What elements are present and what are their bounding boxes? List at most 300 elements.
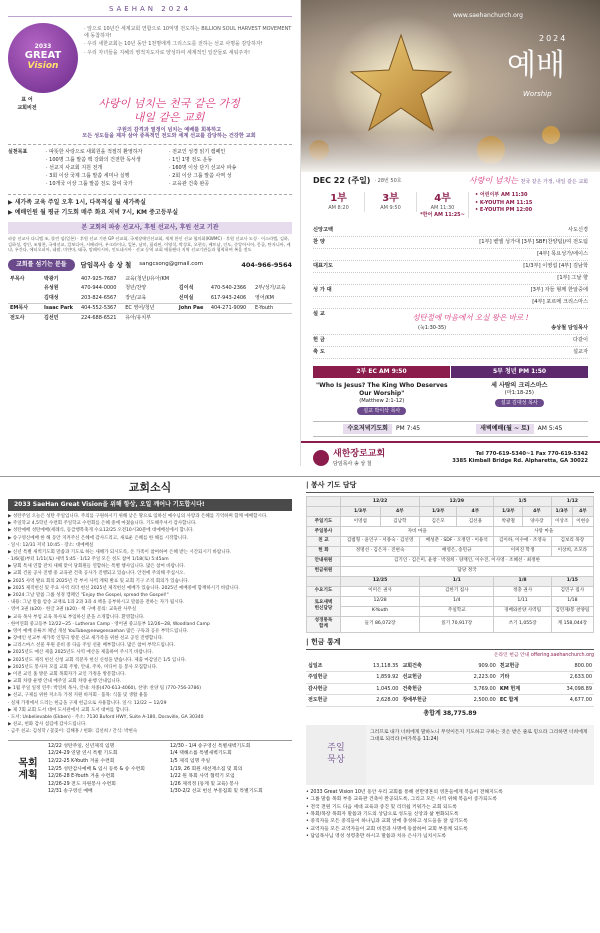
sermon-title: 성탄절에 마음에서 오실 왕은 바로 !: [412, 313, 529, 323]
duty-corner: [307, 507, 341, 517]
staff-phone: 404-271-9090: [209, 303, 253, 313]
practice-item: · 1인 1명 전도 운동: [169, 157, 213, 164]
prayer-topic: • 2033 Great Vision 10년 동안 우리 교회를 통해 천만영혼의 영혼들에게 복음이 전해지도록: [306, 789, 503, 795]
wed-date: 1/1: [420, 576, 494, 586]
date-motto-sub: 천국 같은 가정, 내일 같은 교회: [520, 179, 588, 185]
duty-subhead: 1/3부: [420, 507, 457, 517]
duty-cell: 정명선 · 김은자 · 진현숙: [341, 546, 420, 556]
staff-row: [8, 313, 292, 323]
practice-item: · 선교지 사교회 지원 전개: [46, 165, 103, 172]
duty-subhead: 1/3부: [494, 507, 523, 517]
finance-total: 총합계 38,775.89: [423, 709, 477, 717]
ec-sermon-ref: (Matthew 2:1-12): [359, 397, 405, 404]
news-item: ▶ 장애인 선교부 새가족 인형극 방문 선교 새가족을 위한 선교 공연 진행합니다.: [8, 636, 164, 642]
badge-year: 2033: [34, 43, 52, 51]
staff-role: [8, 293, 42, 303]
vision-point: · 앞으로 10년간 세계교회 연합으로 10억명 전도하는 BILLION SOUL HARVEST MOVEMENT에 동참하자!: [84, 26, 292, 39]
service-time: AM 9:50: [380, 205, 401, 212]
order-key: 헌 금: [313, 337, 325, 344]
order-value: 사도신경: [567, 226, 588, 233]
duty-row: [307, 527, 594, 537]
church-name: 새한장로교회: [333, 448, 386, 459]
motto-main: [46, 97, 292, 140]
order-key: 축 도: [313, 349, 325, 356]
attend-cell: 쓰기 1,055장: [494, 616, 551, 632]
duty-cell: 배영은, 송민규: [420, 546, 494, 556]
staff-phone: 203-824-6567: [81, 294, 117, 301]
duty-cell: 양사장: [523, 517, 552, 527]
online-offering-link[interactable]: 온라인 헌금 안내 offering.saehanchurch.org: [493, 652, 594, 658]
prayer-meeting-line: ▶ 예배인원 월 평균 기도회 매주 화요 저녁 7시, KM 중고등부실: [8, 209, 179, 217]
duty-corner: [307, 497, 341, 507]
service-1: [313, 192, 365, 212]
order-key: [313, 251, 353, 258]
mission-header: 본 교회의 파송 선교사, 후원 선교사, 후원 선교 기관: [8, 222, 292, 234]
plan-item: 1/30-2/2 선교 헌신 부흥집회 및 특별기도회: [170, 789, 263, 795]
staff-dept: E-Youth: [253, 303, 292, 313]
news-item: ▶ 친교, 헌화 감사 섬김에 감사드립니다.: [8, 722, 87, 728]
plan-item: 12/31 송구영신 예배: [48, 789, 93, 795]
brand-header: SAEHAN 2024: [8, 5, 292, 17]
news-item: ▶ 성탄주일 오늘은 성탄 주일입니다. 주의를 구원하시기 위해 낮은 땅으로 임하신 예수님의 사랑과 은혜를 기억하며 함께 예배합시다.: [8, 514, 268, 520]
sermon-reference: (눅1:30-35): [417, 325, 447, 332]
duty-row: [307, 566, 594, 576]
staff-row: [8, 275, 292, 284]
finance-key: 건축헌금: [400, 683, 450, 695]
finance-key: 선교헌금: [400, 672, 450, 684]
preacher: 송상철 담임목사: [551, 325, 588, 332]
finance-key: 십일조: [306, 661, 348, 672]
pastor-email[interactable]: sangcsong@gmail.com: [139, 261, 204, 268]
duty-row: [307, 546, 594, 556]
church-footer: [301, 441, 600, 466]
service-name: 3부: [382, 193, 399, 205]
news-item: · 금주 친교: 김성학 / 꽃꽂이: 김해홍 / 헌화: 김선희 / 간식: 박현숙: [8, 729, 138, 735]
ec-sermon: [313, 382, 451, 415]
ministry-plan-label: 목회 계획: [18, 758, 38, 782]
news-item: · 1/6(월)부터 1/11(토) 새벽 5:45 · 1/12 주일 모든 성도 참여 1/18(토) 5:45am: [8, 557, 169, 563]
news-item: ▶ 성탄예배 성탄예배(세례식, 등급행복축게 수요12/25 오전10시30분에 대예배실에서 합니다.: [8, 528, 194, 534]
duty-cell: 김범형 · 윤인구 · 서종숙 · 김선영: [341, 536, 420, 546]
news-item: · 한어연회 중고등부 12/22~25 · Lutheran Camp · 영어권 중고등부 12/26~28, Woodland Camp: [8, 621, 210, 627]
prayer-topic: • 전국 전원 기도 다음 세대 교육과 증진 및 리더쉽 키워가는 교회 되도록: [306, 804, 457, 810]
early-date: 1/4: [420, 596, 494, 606]
young-adult-sermon-ref: (마1:18-25): [504, 389, 534, 396]
service-times: [301, 190, 600, 220]
order-key: [313, 299, 353, 306]
other-services-bar: [313, 366, 588, 378]
duty-cell: 주일학교: [420, 606, 494, 616]
practice-label: 실천목표: [8, 149, 28, 156]
order-value: [4부] 목요성가/에이스: [537, 250, 588, 257]
staff-row: [8, 293, 292, 303]
practice-item: · 2회 이상 그룹 말씀 사역 성: [169, 173, 232, 180]
duty-date: 12/22: [341, 497, 420, 507]
duty-subhead-row: [307, 507, 594, 517]
news-item: ▶ 2025년도 봉사자 모집 교회 주방, 안내, 주차, 미디어 등 봉사 모집합니다.: [8, 664, 158, 670]
duty-date: 1/12: [551, 497, 593, 507]
finance-table: [306, 661, 594, 707]
duty-cell: 이상희, 조모라: [551, 546, 593, 556]
order-key: 찬 양: [313, 238, 325, 245]
news-panel: [0, 476, 300, 933]
plan-item: 1/19, 26 회원 세선재소집 및 회의: [170, 766, 243, 772]
duty-cell: K-Youth: [341, 606, 420, 616]
duty-label: 친 교: [307, 536, 341, 546]
duty-cell: 사랑 마을: [494, 527, 594, 537]
wednesday-prayer: [313, 421, 451, 437]
plan-item: 12/22 성탄주일, 신년제직 임명: [48, 743, 115, 749]
news-item: · 도서: Unbelievable (Ekben) · 주소: 7130 Buford HWY, Suite A-180, Doraville, GA 30340: [8, 714, 204, 720]
news-title: 교회소식: [128, 481, 172, 494]
finance-value: 13,118.35: [348, 661, 401, 672]
practice-item: · 전교인 성경 읽기 캠페인: [169, 149, 226, 156]
wednesday-label: 수요저녁기도회: [343, 424, 392, 434]
duty-cell: 김은모: [420, 517, 457, 527]
wed-row: [307, 586, 594, 596]
church-pastor: 담임목사 송 상 철: [333, 460, 372, 466]
order-value: 설교자: [572, 349, 588, 356]
snow-ground: [301, 132, 600, 172]
news-item: ▶ 당회 특새 연합 잔치 새해 맞이 당회원들 연합하는 특별 행사입니다. 많은 참여 바랍니다.: [8, 564, 186, 570]
finance-key: 전도헌금: [306, 695, 348, 707]
service-time: AM 8:20: [328, 205, 349, 212]
staff-dept: 청년/찬양: [125, 285, 147, 292]
duty-cell: 김민구 집사: [551, 586, 593, 596]
news-item: ▶ 주일학교 4,5학년 수련회 주일학교 수련회를 은혜 중에 마쳤습니다. 기도해주셔서 감사합니다.: [8, 521, 197, 527]
staff-name: John Pae: [177, 303, 209, 313]
practice-right: [169, 149, 292, 189]
staff-role: [8, 284, 42, 293]
order-value: [3부] 자들 형께 한알중에: [530, 287, 588, 294]
wed-date: 1/15: [551, 576, 593, 586]
verse-text: 그러므로 내가 너희에게 말하노니 무엇이든지 기도하고 구하는 것은 받은 줄로 믿으라 그리하면 너희에게 그대로 되리라 (마가복음 11:24): [366, 725, 594, 785]
staff-role: 전도사: [8, 313, 42, 323]
ministry-plan-right: [170, 744, 292, 797]
duty-cell: 이영섭: [341, 517, 381, 527]
sermon-row: [313, 309, 588, 335]
motto-script: 사랑이 넘치는 천국 같은 가정 내일 같은 교회: [98, 97, 240, 124]
duty-cell: 이상조: [551, 517, 572, 527]
duty-label: 주일기도: [307, 517, 341, 527]
finance-key: 장애부헌금: [400, 695, 450, 707]
duty-label: 헌 화: [307, 546, 341, 556]
hero-year: 2024: [539, 34, 568, 43]
duty-cell: 박광철: [494, 517, 523, 527]
order-key: 설 교: [313, 311, 325, 318]
duty-row: [307, 517, 594, 527]
finance-key: 친교헌금: [498, 661, 541, 672]
ministry-plan-left: [48, 744, 170, 797]
plan-item: 12/24-29 연말 연시 특별 기도회: [48, 751, 118, 757]
staff-name: 박광기: [44, 276, 59, 283]
mission-body: 파송 선교사 다니엘 조, 폴린 임(일본) · 후원 선교 기관 GP 선교회, 국제장애인선교회, 세계 한인 선교 협의회(KWMC) · 후원 선교사 도성 · 이스라엘, 김하, 김하성, 정인, 조영찬, 국제선교, 캄보디아, 시베리아, 우크라이나, 일본, 남미, 필리핀, 이영석, 박성호, 오현숙, 베트남, 인도, 중앙아시아, 몽골, 탄자니아, 케냐, 우간다, 에티오피아, 네팔, 미얀마, 태국, 말레이시아, 인도네시아 · 선교 동역 교회 애틀랜타 지역 선교기관들과 협력하여 복음 전도: [8, 235, 291, 253]
news-item: ▶ 선교, 구제를 위한 저소득 가정 지원 바자회 · 품목: 식품 및 생활 용품: [8, 693, 148, 699]
staff-name: 김선민: [42, 313, 79, 323]
duty-label: 성경통독 합계: [307, 616, 341, 632]
news-item: ▶ 영어 예배 유튜브 채널 개설 YouTube@newgensaehan 많은 구독과 공유 부탁드립니다.: [8, 628, 189, 634]
duty-cell: 경배와찬양 사역팀: [494, 606, 551, 616]
prayer-topic: • 담임목사님 영성 성령충만 하시고 말씀과 치유 은사가 넘치시도록: [306, 834, 447, 840]
newcomer-line: ▶ 새가족 교육 주일 오후 1시, 다목적실 월 세가족실: [8, 198, 146, 206]
duty-cell: 이현승: [572, 517, 593, 527]
motto-row: [8, 97, 292, 140]
service-time: AM 11:30: [430, 205, 455, 212]
news-item: ▶ 크리스마스 선물 후원 준비 중 다음 주일 선물 배부합니다. 많은 참여 부탁드립니다.: [8, 643, 175, 649]
news-item: · 실제 가정에서 드리는 헌금을 구제 헌금으로 사용합니다. 일시: 12/22 ~ 12/29: [8, 700, 167, 706]
dawn-time: AM 5:45: [537, 425, 563, 433]
young-adult-sermon: [451, 382, 589, 415]
ministry-plan: [8, 740, 292, 797]
news-item: ▶ 2025년도 제직 헌신 신청 교회 직분자 헌신 신청을 받습니다. 제출 마감일은 1/5 입니다.: [8, 657, 187, 663]
finance-value: 2,500.00: [451, 695, 498, 707]
duty-cell: 김기인 · 김은미, 윤창 · 박경희 · 양재인, 이수진, 이사영 · 조혜선 · 최정한: [341, 556, 594, 566]
news-item: ▶ 2025 제직헌신 및 주요 사역 리더 헌신 2025년 제직헌신 예배가 있습니다. 2025년 예배중에 함께하시기 바랍니다.: [8, 585, 240, 591]
plan-item: 1/5 제직 임명 주일: [170, 758, 211, 764]
staff-dept: 영어/KM: [255, 294, 274, 301]
duty-cell: 김한기 집사: [420, 586, 494, 596]
staff-name: 김이석: [178, 285, 194, 292]
staff-name: 김대성: [44, 294, 59, 301]
order-row: [313, 335, 588, 347]
finance-row: [306, 695, 594, 707]
news-item: ▶ 이전 교인 홈 방문 교회 목회자가 교인 가정을 방문합니다.: [8, 671, 126, 677]
plan-item: 12/22-25 K-Youth 겨울 수련회: [48, 758, 115, 764]
prayer-topic: • 목회/목장 목회자 말씀과 기도의 상담으로 성도들 신앙과 삶 변화되도록: [306, 812, 459, 818]
news-item: ▶ 교회 차량 운행 안내 매주일 교회 차량 운행 안내입니다.: [8, 679, 122, 685]
staff-dept: EC 영어/청년: [123, 303, 177, 313]
duty-date: 1/5: [494, 497, 551, 507]
plan-item: 1/22 원 목회 사역 협력기 모임: [170, 774, 235, 780]
duty-row: [307, 556, 594, 566]
order-key: [313, 275, 353, 282]
early-date: 1/18: [551, 596, 593, 606]
news-item: ▶ 교회 건물 공사 진행 중 교육관 건축 공사가 진행되고 있습니다. 안전에 주의해 주십시오.: [8, 571, 186, 577]
staff-phone: [209, 313, 253, 323]
plan-item: 1/4 택해소를 특별새벽기도회: [170, 751, 232, 757]
plan-item: 1/26 제적정 (동계 및 교육) 봉사: [170, 781, 239, 787]
duty-label: 토요새벽 헌신담당: [307, 596, 341, 616]
service-name: 1부: [330, 193, 347, 205]
news-item: · 내용: 그날 말씀 암송 교재로 1과 2과 3과 4 책을 공부하시고 말씀을 전하는 자가 됩시다.: [8, 600, 185, 606]
finance-header: | 헌금 통계: [306, 638, 594, 650]
ec-service: 2부 EC AM 9:50: [313, 366, 450, 378]
news-item: ▶ 2025 사역 발표 회의 2025년 각 부서 사역 계획 발표 및 교회 기구 조직 회의가 있습니다.: [8, 578, 190, 584]
service-name: 4부: [434, 193, 451, 205]
news-item: · 영어 3권 ($20) · 한글 3권 ($20) · 책 구매 문의: 교육관 사무실: [8, 607, 137, 613]
finance-row: [306, 661, 594, 672]
order-value: 다같이: [572, 337, 588, 344]
staff-dept: 유아/유치부: [123, 313, 177, 323]
prayer-topic: • 교역자들 모든 교역자들이 교회 비전과 사명에 동참하여 교회 부흥케 되도록: [306, 826, 468, 832]
attend-cell: 계 158,044장: [551, 616, 593, 632]
staff-phone: 470-944-0000: [81, 285, 117, 292]
early-date-row: [307, 596, 594, 606]
attend-cell: 들기 86,072장: [341, 616, 420, 632]
duty-label: 수요기도: [307, 586, 341, 596]
duty-cell: 김선용: [457, 517, 494, 527]
youth-services: [469, 192, 532, 215]
finance-key: 주일헌금: [306, 672, 348, 684]
staff-dept: 교육(청년)/유아/KM: [125, 276, 170, 283]
order-row: [313, 347, 588, 359]
staff-dept: 2부/성가/교육: [255, 285, 286, 292]
order-of-service: [301, 220, 600, 363]
staff-name: Isaac Park: [42, 303, 79, 313]
duty-corner: [307, 576, 341, 586]
verse-label: 주일 묵상: [306, 725, 366, 785]
practice-item: · 3회 이상 국제 그룹 말씀 세미나 실행: [46, 173, 130, 180]
ministry-plan-cols: [48, 744, 292, 797]
staff-row: [8, 284, 292, 293]
church-logo-icon: [313, 450, 329, 466]
finance-key: 감사헌금: [306, 683, 348, 695]
pastor-phone[interactable]: 404-966-9564: [241, 260, 292, 269]
weekly-verse: [306, 725, 594, 785]
news-item: ▶ 2025년도 예산 제출 2025년도 사역 예산을 제출하여 주시기 바랍니다.: [8, 650, 153, 656]
finance-key: 교회건축: [400, 661, 450, 672]
finance-value: 909.00: [451, 661, 498, 672]
plan-item: 12/26-28 E-Youth 겨울 수련회: [48, 774, 115, 780]
duty-table: [306, 496, 594, 633]
staff-pill: 교회를 섬기는 분들: [8, 259, 75, 271]
order-row: [313, 237, 588, 249]
finance-value: 800.00: [541, 661, 594, 672]
duty-cell: 배성춘 · SDF · 오정민 · 이용석: [420, 536, 494, 546]
wed-date: 12/25: [341, 576, 420, 586]
staff-dept: [253, 313, 292, 323]
finance-value: 2,223.00: [451, 672, 498, 684]
duty-cell: 김보리 목장: [551, 536, 593, 546]
date-motto: [469, 176, 588, 186]
youth-service: • K-YOUTH AM 11:15: [475, 199, 533, 206]
wed-date-row: [307, 576, 594, 586]
order-value: [1부] 벧엘 성가대 [3부] SBF(찬양팀)/여 전도팀: [479, 238, 588, 245]
finance-key: EC 합계: [498, 695, 541, 707]
prayer-topic: • 중직자들 모든 중직들이 하나님과 교회 앞에 충성하고 성도들을 잘 섬기도록: [306, 819, 468, 825]
ec-preacher-pill: 설교 박이삭 목사: [357, 407, 406, 416]
staff-dept: [253, 275, 292, 284]
staff-phone: 224-688-6521: [79, 313, 123, 323]
staff-dept: 장년/교육: [125, 294, 147, 301]
vision-points: [84, 23, 292, 93]
website-url[interactable]: www.saehanchurch.org: [453, 12, 523, 19]
prayer-topic: • 그룹 말씀 목회 부흥 교육관 건축이 완공되도록, 그리고 모든 사역 위해 복음이 증가되도록: [306, 797, 497, 803]
prayer-topics: [306, 789, 594, 841]
practice-item: · 160명 이상 단기 선교사 파송: [169, 165, 237, 172]
service-3: [365, 192, 417, 212]
news-item: ▶ 송구영신예배 한 해 동안 지켜주신 은혜에 감사드리고, 새로운 은혜를 한 해를 시작합니다.: [8, 535, 188, 541]
news-items: [8, 514, 292, 736]
early-date: 1/11: [494, 596, 551, 606]
finance-key: 기타: [498, 672, 541, 684]
church-address: 3385 Kimball Bridge Rd. Alpharetta, GA 30022: [452, 457, 588, 464]
finance-value: 2,633.00: [541, 672, 594, 684]
wednesday-time: PM 7:45: [395, 425, 421, 433]
duty-label: 주일봉사: [307, 527, 341, 537]
practice-left: [46, 149, 169, 189]
duty-cell: 담당 정국: [341, 566, 594, 576]
service-extra: *한어 AM 11:25~: [420, 211, 465, 218]
order-row: [313, 224, 588, 236]
news-item: ▶ 신년 특별 새벽기도회 말씀과 기도로 하는 새해가 되시도록, 온 가족이 참여하여 은혜 받는 시간되시기 바랍니다.: [8, 549, 232, 555]
staff-phone: 617-943-2406: [210, 294, 247, 301]
news-item: · 일시: 12/31 저녁 10:45 · 장소: 대예배실: [8, 542, 94, 548]
order-key: 신앙고백: [313, 226, 334, 233]
staff-role: 부목사: [10, 276, 25, 283]
duty-row: [307, 536, 594, 546]
order-key: 대표기도: [313, 262, 334, 269]
staff-row: [8, 303, 292, 313]
duty-cell: 정충 권사: [494, 586, 551, 596]
divider: [8, 194, 292, 195]
practice-item: · 10개국 이상 그룹 말씀 전도 참여 국가: [46, 181, 133, 188]
news-item: ▶ 2024 그날 말씀 그룹 성경 캠페인 "Enjoy the Gospel, spread the Gospel!": [8, 592, 169, 598]
practice-item: · 교육관 건축 완공: [169, 181, 210, 188]
practice-item: · 100명 그룹 말씀 맥 강화의 건전한 독서생: [46, 157, 141, 164]
order-value: [1/3부] 이영섭 [4부] 김남학: [523, 262, 588, 269]
duty-cell: 이미은 권사: [341, 586, 420, 596]
young-adult-service: 5부 청년 PM 1:50: [451, 366, 588, 378]
church-contact: [452, 451, 588, 465]
finance-row: [306, 672, 594, 684]
order-row: [313, 285, 588, 297]
news-item: ▶ 교육 목사 부임 교육 목사로 부임하신 분을 소개합니다. 환영합니다.: [8, 614, 145, 620]
news-item: ▶ 1월 주일 일정 연주: 박연희 목사, 안내: 차종(470-613-4060), 찬양: 찬양 팀 (770-756-3786): [8, 686, 201, 692]
duty-label: 안내위원: [307, 556, 341, 566]
duty-cell: 김민제/봉 찬양팀: [551, 606, 593, 616]
dawn-prayer: [451, 421, 589, 437]
news-header: [8, 481, 292, 495]
vision-point: · 우리 자녀들을 지혜의 영적지도자로 양성하여 세계적인 일꾼들로 세워주자!: [84, 49, 251, 56]
duty-cell: 김남학: [380, 517, 420, 527]
vision-point: · 우리 새한교회는 10년 동안 1천명에게 그리스도를 전하는 선교 사명을 감당하자!: [84, 41, 263, 48]
plan-item: 12/30 - 1/4 송구영신 특별새벽기도회: [170, 743, 251, 749]
badge-great: GREAT: [24, 50, 62, 62]
finance-value: 3,769.00: [451, 683, 498, 695]
worship-panel: [300, 0, 600, 466]
staff-name: 신미실: [178, 294, 194, 301]
service-date: DEC 22 (주일): [313, 176, 371, 185]
attend-row: [307, 616, 594, 632]
church-phone[interactable]: Tel 770-619-5340~1 Fax 770-619-5342: [475, 451, 588, 458]
order-value: [4부] 포르메 크리스마스: [532, 299, 588, 306]
young-adult-sermon-title: 세 사람의 크리스마스: [491, 382, 548, 390]
dawn-label: 새벽예배(월 ~ 토): [476, 424, 533, 434]
finance-row: [306, 683, 594, 695]
order-row: [313, 297, 588, 309]
staff-name: [177, 313, 209, 323]
hero-title: 예배: [507, 48, 565, 83]
finance-value: 2,628.00: [348, 695, 401, 707]
wed-date: 1/8: [494, 576, 551, 586]
plan-item: 12/25 성탄감사예배 & 임시 등록 & 송 수련회: [48, 766, 145, 772]
news-item: ▶ 제 7회 교회 도서 대여 도서관에서 교회 도서 대여를 합니다.: [8, 707, 131, 713]
attend-cell: 읽기 70,917장: [420, 616, 494, 632]
staff-name: 유성원: [44, 285, 59, 292]
order-row: [313, 261, 588, 273]
order-row: [313, 249, 588, 261]
duty-date: 12/29: [420, 497, 494, 507]
duty-label: 헌금위원: [307, 566, 341, 576]
order-value: [1부] 그날 향: [557, 275, 588, 282]
motto-label: 표 어 교회비전: [17, 97, 37, 111]
date-motto-script: 사랑이 넘치는: [469, 176, 518, 185]
practice-item: · 따뜻한 사랑으로 새회원을 적절히 환영하자: [46, 149, 143, 156]
duty-header: | 봉사 기도 담당: [306, 481, 594, 493]
duty-subhead: 4부: [457, 507, 494, 517]
service-4: [417, 192, 469, 218]
